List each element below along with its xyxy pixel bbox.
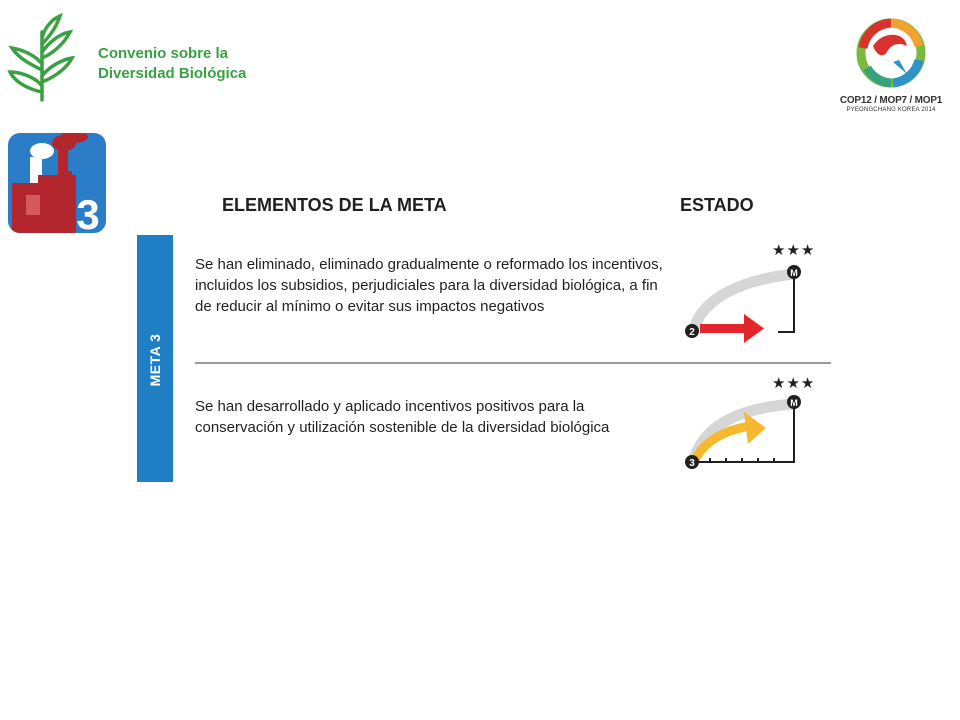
status-level-2: 3 bbox=[689, 458, 695, 469]
event-location: PYEONGCHANG KOREA 2014 bbox=[846, 107, 936, 113]
status-level-1: 2 bbox=[689, 327, 695, 338]
header-status: ESTADO bbox=[680, 195, 754, 215]
target-number: 3 bbox=[76, 191, 100, 233]
leaf-plant-icon bbox=[6, 12, 76, 102]
end-marker-2: M bbox=[790, 398, 798, 408]
row-divider bbox=[195, 362, 831, 364]
element-text-1: Se han eliminado, eliminado gradualmente o reformado los incentivos, incluidos los subsidios, perjudiciales para la diversidad biológica, a fin de reducir al mínimo o evitar sus impactos negativos bbox=[195, 256, 663, 315]
rating-stars-1: ★★★ bbox=[772, 242, 816, 259]
cop-bird-emblem-icon bbox=[853, 16, 929, 90]
event-title: COP12 / MOP7 / MOP1 bbox=[839, 95, 943, 106]
element-text-2: Se han desarrollado y aplicado incentivos positivos para la conservación y utilización sostenible de la diversidad biológica bbox=[195, 398, 610, 436]
rating-stars-2: ★★★ bbox=[772, 375, 816, 392]
target-3-icon bbox=[8, 133, 106, 233]
factory-pollution-icon bbox=[8, 133, 106, 233]
organization-name-line1: Convenio sobre la bbox=[98, 45, 229, 62]
status-indicator-1 bbox=[680, 240, 820, 350]
meta-label: META 3 bbox=[147, 333, 163, 387]
status-indicator-2 bbox=[680, 374, 820, 484]
organization-name-line2: Diversidad Biológica bbox=[98, 65, 247, 82]
header-elements: ELEMENTOS DE LA META bbox=[222, 195, 447, 215]
organization-name bbox=[98, 44, 246, 84]
event-caption bbox=[832, 95, 950, 114]
end-marker-1: M bbox=[790, 268, 798, 278]
